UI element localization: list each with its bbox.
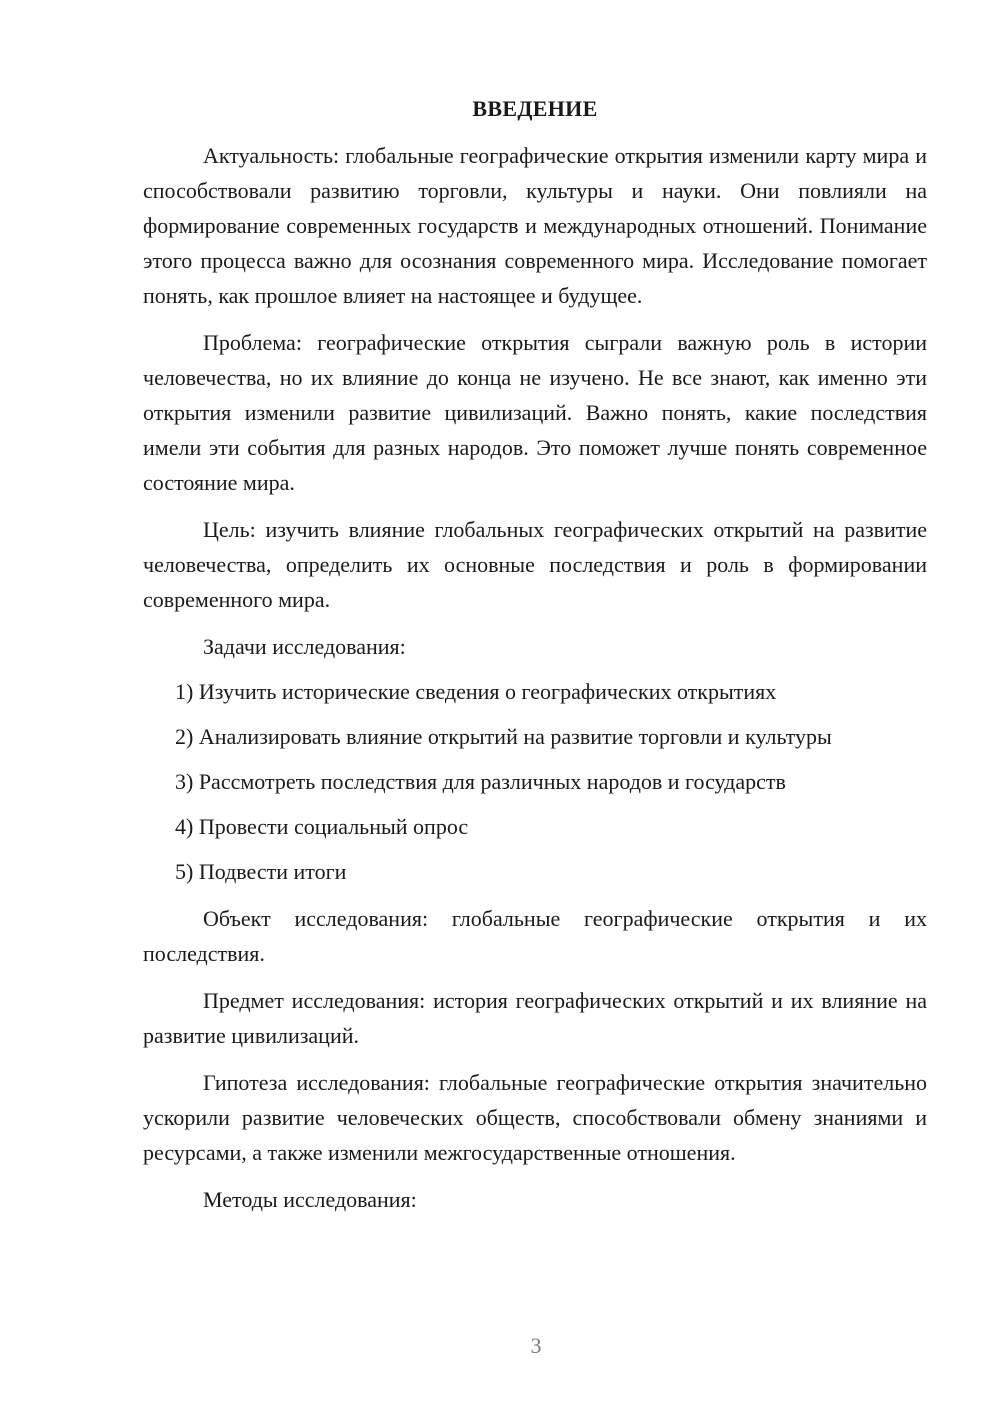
goal-paragraph: Цель: изучить влияние глобальных географических открытий на развитие человечества, определить их основные последствия и роль в формировании современного мира. [143,517,927,612]
relevance-paragraph: Актуальность: глобальные географические открытия изменили карту мира и способствовали развитию торговли, культуры и науки. Они повлияли на формирование современных государств и международных отношений. Понимание этого процесса важно для осознания современного мира. Исследование помогает понять, как прошлое влияет на настоящее и будущее. [143,143,927,308]
tasks-title: Задачи исследования: [203,634,406,659]
document-page [143,92,927,1217]
problem-paragraph: Проблема: географические открытия сыграли важную роль в истории человечества, но их влияние до конца не изучено. Не все знают, как именно эти открытия изменили развитие цивилизаций. Важно понять, какие последствия имели эти события для разных народов. Это поможет лучше понять современное состояние мира. [143,330,927,495]
list-item: 3) Рассмотреть последствия для различных народов и государств [175,769,786,794]
list-item: 5) Подвести итоги [175,859,347,884]
list-item: 1) Изучить исторические сведения о географических открытиях [175,679,777,704]
subject-paragraph: Предмет исследования: история географических открытий и их влияние на развитие цивилизаций. [143,988,927,1048]
page-title: ВВЕДЕНИЕ [472,96,598,121]
object-paragraph: Объект исследования: глобальные географические открытия и их последствия. [143,906,927,966]
methods-title: Методы исследования: [203,1187,417,1212]
page-number: 3 [530,1333,542,1358]
list-item: 4) Провести социальный опрос [175,814,469,839]
tasks-list [143,674,927,889]
list-item: 2) Анализировать влияние открытий на развитие торговли и культуры [175,724,832,749]
hypothesis-paragraph: Гипотеза исследования: глобальные географические открытия значительно ускорили развитие человеческих обществ, способствовали обмену знаниями и ресурсами, а также изменили межгосударственные отношения. [143,1070,927,1165]
